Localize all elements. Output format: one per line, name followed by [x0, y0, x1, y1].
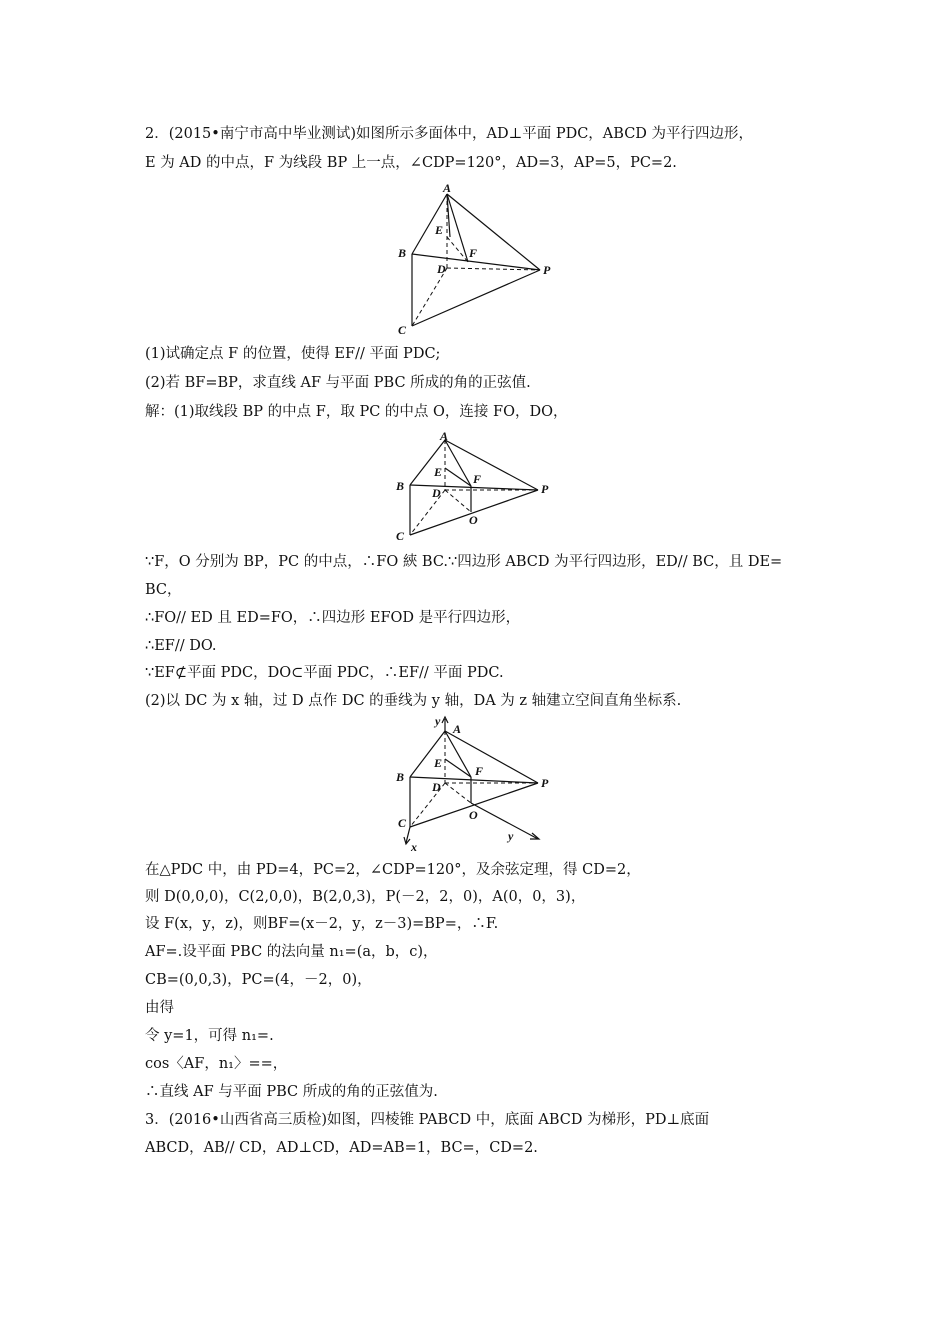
solution-step-9: 设 F(x，y，z)，则BF=(x－2，y，z－3)=BP=，∴F. [145, 916, 499, 932]
solution-step-12: 由得 [145, 1000, 174, 1016]
solution-step-4: ∴EF// DO. [145, 638, 217, 654]
figure-polyhedron-2 [393, 430, 563, 545]
fig2-label-f: F [473, 472, 482, 486]
fig1-label-b: B [398, 246, 407, 260]
solution-step-15: ∴直线 AF 与平面 PBC 所成的角的正弦值为. [145, 1084, 438, 1100]
problem2-line1: 2．(2015•南宁市高中毕业测试)如图所示多面体中，AD⊥平面 PDC，ABCD 为平行四边形， [145, 126, 754, 142]
fig2-label-p: P [541, 482, 549, 496]
solution-step-14: cos〈AF，n₁〉==， [145, 1056, 288, 1072]
fig3-axis-y-label: y [508, 829, 514, 843]
fig1-label-c: C [398, 323, 407, 337]
fig3-axis-x-label: x [411, 840, 417, 854]
fig3-label-e: E [434, 756, 443, 770]
fig2-label-c: C [396, 529, 405, 543]
fig2-label-o: O [469, 513, 478, 527]
fig1-label-e: E [435, 223, 444, 237]
fig3-label-p: P [541, 776, 549, 790]
solution-step-3: ∴FO// ED 且 ED=FO，∴四边形 EFOD 是平行四边形， [145, 610, 521, 626]
solution-step-2: BC， [145, 582, 182, 598]
fig3-label-f: F [475, 764, 484, 778]
fig2-label-b: B [396, 479, 405, 493]
fig2-label-d: D [432, 486, 441, 500]
fig1-label-d: D [437, 262, 446, 276]
fig3-label-b: B [396, 770, 405, 784]
problem3-line1: 3．(2016•山西省高三质检)如图，四棱锥 PABCD 中，底面 ABCD 为梯形，PD⊥底面 [145, 1112, 710, 1128]
solution-step-13: 令 y=1，可得 n₁=. [145, 1028, 274, 1044]
question-1: (1)试确定点 F 的位置，使得 EF// 平面 PDC; [145, 346, 441, 362]
figure-polyhedron-1 [395, 182, 565, 340]
solution-step-6: (2)以 DC 为 x 轴，过 D 点作 DC 的垂线为 y 轴，DA 为 z 轴建立空间直角坐标系. [145, 693, 682, 709]
solution-step-7: 在△PDC 中，由 PD=4，PC=2，∠CDP=120°，及余弦定理，得 CD=2， [145, 862, 641, 878]
fig2-label-a: A [440, 430, 449, 443]
fig3-label-c: C [398, 816, 407, 830]
fig3-axis-z-label: y [435, 715, 441, 728]
fig1-label-p: P [543, 263, 551, 277]
question-2: (2)若 BF=BP，求直线 AF 与平面 PBC 所成的角的正弦值. [145, 375, 531, 391]
fig1-label-f: F [469, 246, 478, 260]
problem3-line2: ABCD，AB// CD，AD⊥CD，AD=AB=1，BC=，CD=2. [145, 1140, 538, 1156]
fig2-label-e: E [434, 465, 443, 479]
solution-step-1: ∵F，O 分别为 BP，PC 的中点，∴FO 綊 BC.∵四边形 ABCD 为平行四边形，ED// BC，且 DE= [145, 554, 783, 570]
solution-step-8: 则 D(0,0,0)，C(2,0,0)，B(2,0,3)，P(－2，2，0)，A(0，0，3)， [145, 889, 586, 905]
fig1-label-a: A [443, 182, 452, 195]
solution-step-10: AF=.设平面 PBC 的法向量 n₁=(a，b，c)， [145, 944, 438, 960]
solution-intro: 解：(1)取线段 BP 的中点 F，取 PC 的中点 O，连接 FO，DO， [145, 404, 568, 420]
problem2-line2: E 为 AD 的中点，F 为线段 BP 上一点，∠CDP=120°，AD=3，AP=5，PC=2. [145, 155, 677, 171]
fig3-label-o: O [469, 808, 478, 822]
solution-step-5: ∵EF⊄平面 PDC，DO⊂平面 PDC，∴EF// 平面 PDC. [145, 665, 504, 681]
fig3-label-a: A [453, 722, 462, 736]
solution-step-11: CB=(0,0,3)，PC=(4，－2，0)， [145, 972, 372, 988]
fig3-label-d: D [432, 780, 441, 794]
figure-coordinate-system [393, 715, 563, 855]
